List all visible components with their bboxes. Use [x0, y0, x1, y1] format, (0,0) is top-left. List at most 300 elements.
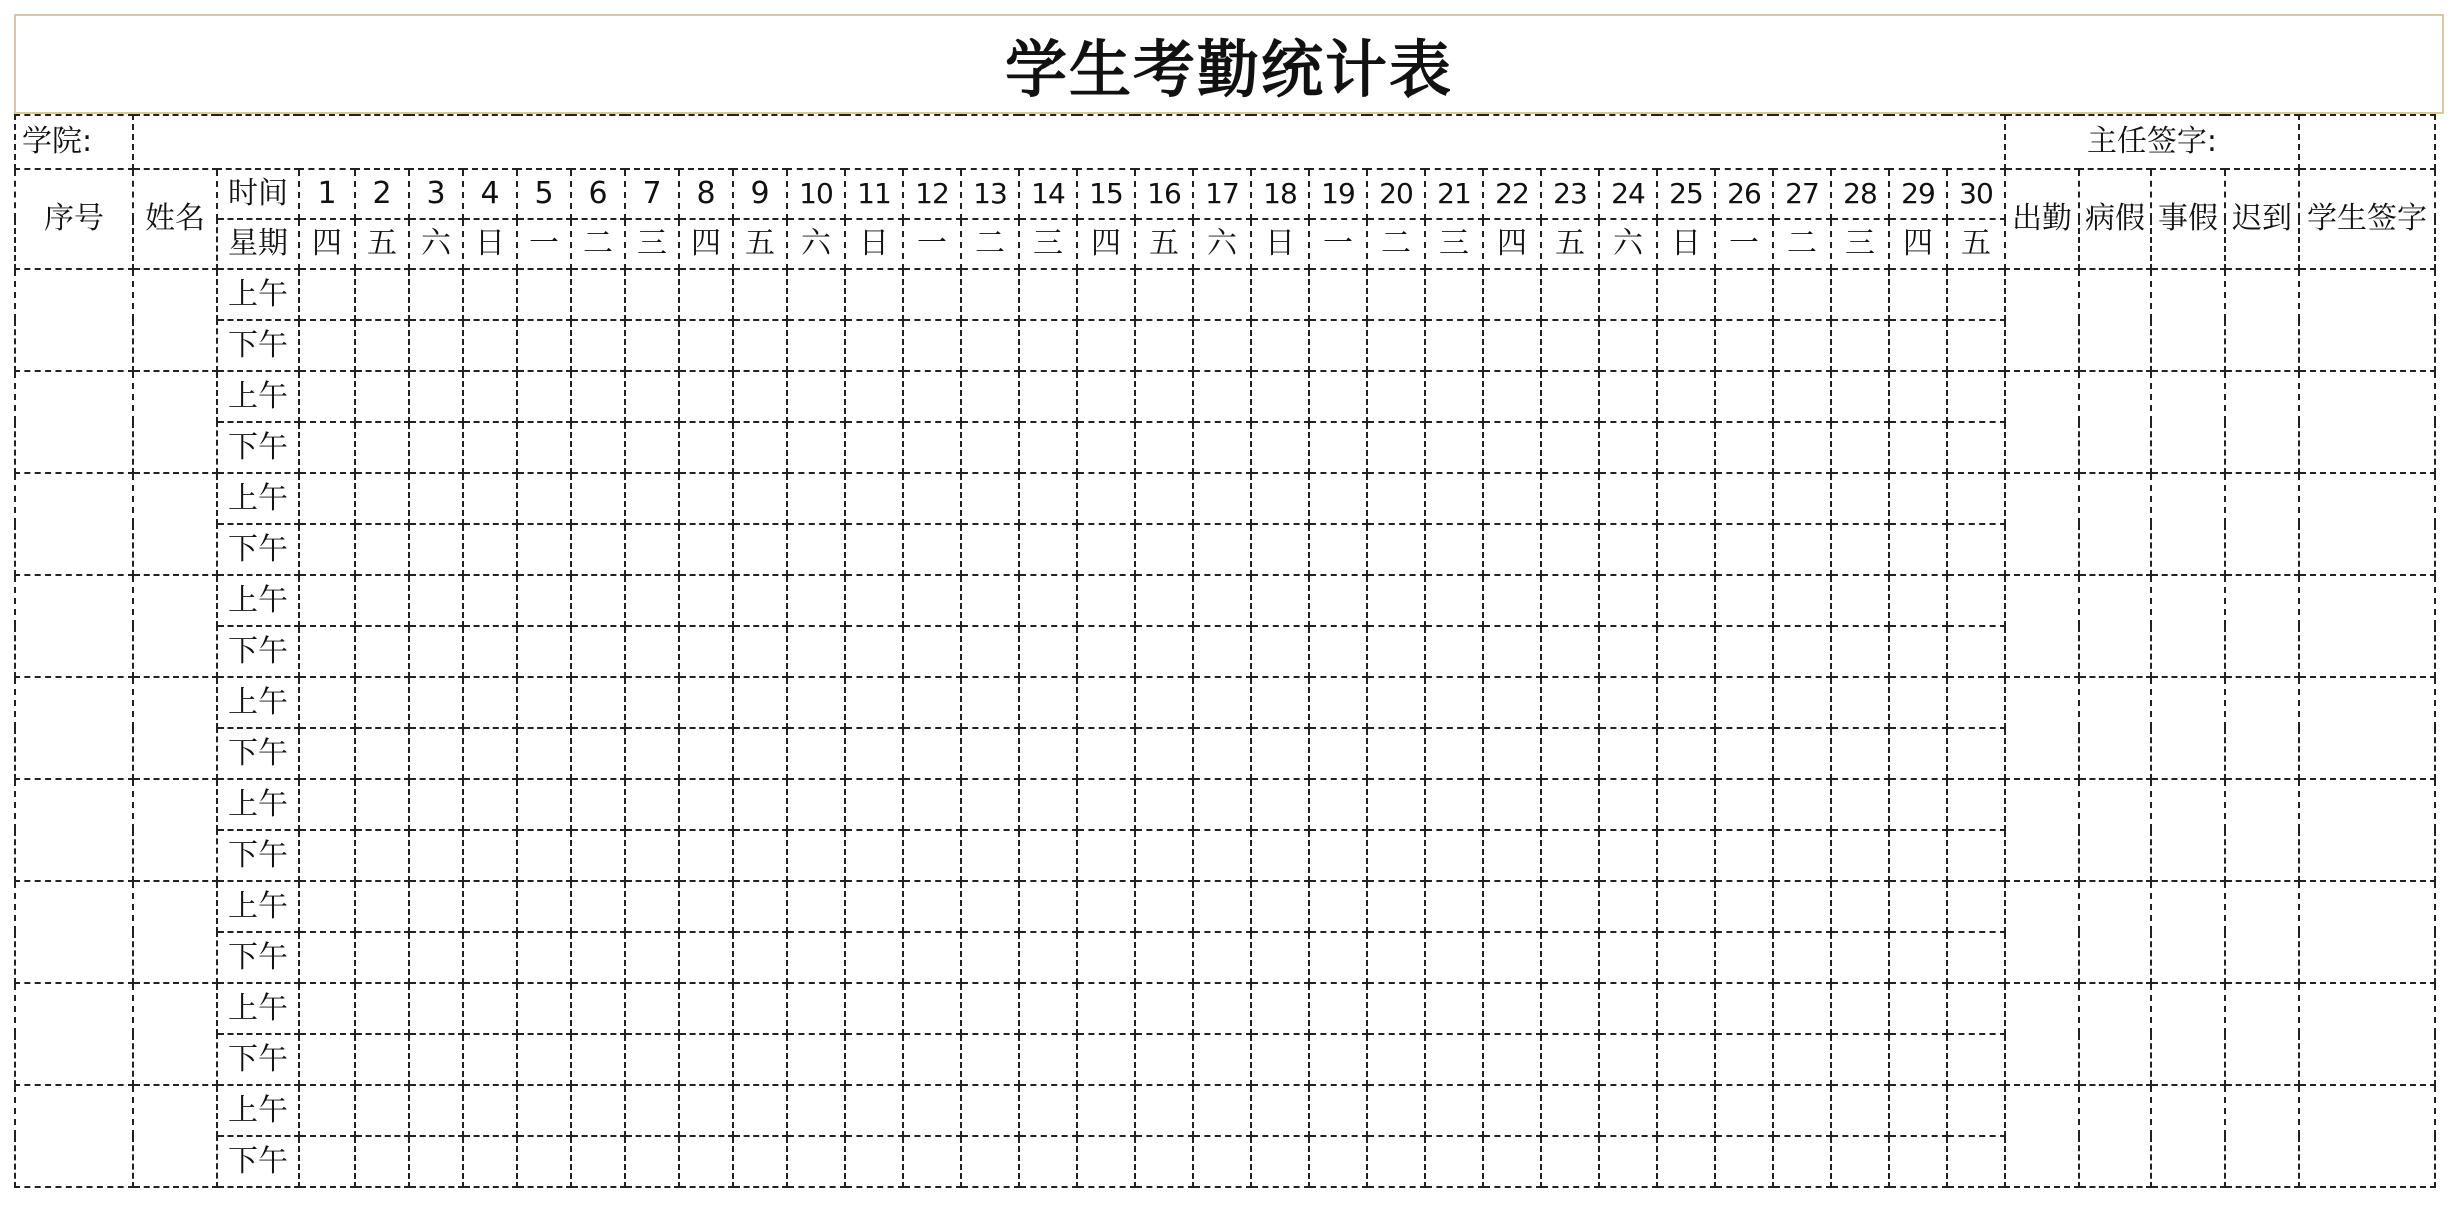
student-index-cell[interactable] [15, 677, 133, 779]
attendance-cell[interactable] [1773, 881, 1831, 932]
attendance-cell[interactable] [625, 575, 679, 626]
attendance-cell[interactable] [1019, 728, 1077, 779]
attendance-cell[interactable] [1483, 269, 1541, 320]
attendance-cell[interactable] [1193, 1085, 1251, 1136]
attendance-cell[interactable] [1831, 677, 1889, 728]
attendance-cell[interactable] [1773, 371, 1831, 422]
attendance-cell[interactable] [1251, 269, 1309, 320]
attendance-cell[interactable] [463, 269, 517, 320]
attendance-cell[interactable] [1483, 524, 1541, 575]
attendance-cell[interactable] [1889, 524, 1947, 575]
attendance-cell[interactable] [1773, 269, 1831, 320]
attendance-cell[interactable] [1193, 524, 1251, 575]
attendance-cell[interactable] [1715, 371, 1773, 422]
attendance-cell[interactable] [409, 1085, 463, 1136]
attendance-cell[interactable] [299, 422, 355, 473]
attendance-cell[interactable] [845, 575, 903, 626]
attendance-cell[interactable] [355, 626, 409, 677]
attendance-cell[interactable] [1193, 422, 1251, 473]
attendance-cell[interactable] [1889, 1034, 1947, 1085]
attendance-cell[interactable] [1947, 677, 2005, 728]
attendance-cell[interactable] [1541, 473, 1599, 524]
attendance-cell[interactable] [1135, 269, 1193, 320]
attendance-cell[interactable] [1193, 371, 1251, 422]
attendance-cell[interactable] [1715, 626, 1773, 677]
personal-leave-cell[interactable] [2151, 677, 2225, 779]
attendance-cell[interactable] [1831, 983, 1889, 1034]
attendance-cell[interactable] [1425, 575, 1483, 626]
attendance-cell[interactable] [1425, 524, 1483, 575]
attendance-cell[interactable] [961, 473, 1019, 524]
student-signature-cell[interactable] [2299, 1085, 2435, 1187]
attendance-cell[interactable] [1831, 779, 1889, 830]
attendance-cell[interactable] [1251, 830, 1309, 881]
attendance-cell[interactable] [1309, 1034, 1367, 1085]
attendance-cell[interactable] [845, 830, 903, 881]
attendance-cell[interactable] [571, 881, 625, 932]
student-name-cell[interactable] [133, 575, 217, 677]
attendance-cell[interactable] [961, 1136, 1019, 1187]
attendance-cell[interactable] [463, 524, 517, 575]
attendance-cell[interactable] [571, 830, 625, 881]
attendance-cell[interactable] [1947, 779, 2005, 830]
attendance-cell[interactable] [571, 728, 625, 779]
attendance-cell[interactable] [903, 1034, 961, 1085]
attendance-cell[interactable] [1367, 320, 1425, 371]
attendance-cell[interactable] [845, 1085, 903, 1136]
sick-leave-cell[interactable] [2079, 881, 2151, 983]
attendance-cell[interactable] [1889, 269, 1947, 320]
attendance-cell[interactable] [355, 1136, 409, 1187]
attendance-cell[interactable] [1425, 779, 1483, 830]
attendance-cell[interactable] [1599, 371, 1657, 422]
attendance-cell[interactable] [463, 626, 517, 677]
attendance-cell[interactable] [787, 1136, 845, 1187]
attendance-cell[interactable] [1251, 932, 1309, 983]
attendance-cell[interactable] [1889, 1085, 1947, 1136]
attendance-cell[interactable] [1657, 728, 1715, 779]
attendance-cell[interactable] [1541, 371, 1599, 422]
attendance-cell[interactable] [1193, 932, 1251, 983]
attendance-cell[interactable] [787, 473, 845, 524]
attendance-cell[interactable] [1367, 728, 1425, 779]
student-name-cell[interactable] [133, 1085, 217, 1187]
attendance-cell[interactable] [409, 371, 463, 422]
attendance-cell[interactable] [355, 1085, 409, 1136]
attendance-cell[interactable] [961, 320, 1019, 371]
attendance-cell[interactable] [733, 575, 787, 626]
attendance-cell[interactable] [571, 983, 625, 1034]
attend-count-cell[interactable] [2005, 575, 2079, 677]
attendance-cell[interactable] [961, 677, 1019, 728]
attendance-cell[interactable] [845, 320, 903, 371]
attendance-cell[interactable] [1367, 779, 1425, 830]
attendance-cell[interactable] [1947, 422, 2005, 473]
attendance-cell[interactable] [355, 422, 409, 473]
attendance-cell[interactable] [1599, 983, 1657, 1034]
attendance-cell[interactable] [679, 524, 733, 575]
attendance-cell[interactable] [1715, 881, 1773, 932]
attendance-cell[interactable] [409, 932, 463, 983]
attendance-cell[interactable] [517, 677, 571, 728]
attendance-cell[interactable] [1947, 473, 2005, 524]
attendance-cell[interactable] [625, 779, 679, 830]
attendance-cell[interactable] [1715, 524, 1773, 575]
attendance-cell[interactable] [1425, 881, 1483, 932]
late-count-cell[interactable] [2225, 269, 2299, 371]
attendance-cell[interactable] [1831, 371, 1889, 422]
attendance-cell[interactable] [571, 422, 625, 473]
attendance-cell[interactable] [1309, 575, 1367, 626]
attendance-cell[interactable] [1599, 677, 1657, 728]
attendance-cell[interactable] [1599, 422, 1657, 473]
late-count-cell[interactable] [2225, 983, 2299, 1085]
attendance-cell[interactable] [1193, 728, 1251, 779]
attendance-cell[interactable] [1541, 320, 1599, 371]
attendance-cell[interactable] [517, 320, 571, 371]
attendance-cell[interactable] [1715, 1085, 1773, 1136]
attendance-cell[interactable] [299, 371, 355, 422]
attendance-cell[interactable] [1947, 269, 2005, 320]
attendance-cell[interactable] [1077, 1136, 1135, 1187]
attendance-cell[interactable] [1947, 626, 2005, 677]
attendance-cell[interactable] [679, 473, 733, 524]
late-count-cell[interactable] [2225, 371, 2299, 473]
attendance-cell[interactable] [463, 983, 517, 1034]
attendance-cell[interactable] [1831, 626, 1889, 677]
attendance-cell[interactable] [1831, 269, 1889, 320]
student-index-cell[interactable] [15, 371, 133, 473]
attendance-cell[interactable] [1947, 1136, 2005, 1187]
sick-leave-cell[interactable] [2079, 371, 2151, 473]
attendance-cell[interactable] [1889, 779, 1947, 830]
attendance-cell[interactable] [571, 1034, 625, 1085]
attendance-cell[interactable] [409, 728, 463, 779]
attendance-cell[interactable] [1483, 371, 1541, 422]
student-name-cell[interactable] [133, 677, 217, 779]
attendance-cell[interactable] [787, 269, 845, 320]
attendance-cell[interactable] [1077, 1034, 1135, 1085]
attendance-cell[interactable] [1367, 830, 1425, 881]
attendance-cell[interactable] [845, 1034, 903, 1085]
attendance-cell[interactable] [961, 524, 1019, 575]
attendance-cell[interactable] [733, 1085, 787, 1136]
attendance-cell[interactable] [787, 320, 845, 371]
attendance-cell[interactable] [1077, 881, 1135, 932]
attendance-cell[interactable] [1889, 830, 1947, 881]
attendance-cell[interactable] [463, 728, 517, 779]
attendance-cell[interactable] [679, 932, 733, 983]
attendance-cell[interactable] [1019, 830, 1077, 881]
student-signature-cell[interactable] [2299, 371, 2435, 473]
attendance-cell[interactable] [355, 269, 409, 320]
attendance-cell[interactable] [679, 269, 733, 320]
student-name-cell[interactable] [133, 371, 217, 473]
attendance-cell[interactable] [571, 779, 625, 830]
attendance-cell[interactable] [733, 473, 787, 524]
attendance-cell[interactable] [845, 983, 903, 1034]
attendance-cell[interactable] [1251, 779, 1309, 830]
attendance-cell[interactable] [1715, 269, 1773, 320]
attendance-cell[interactable] [463, 1085, 517, 1136]
attendance-cell[interactable] [1773, 728, 1831, 779]
attendance-cell[interactable] [299, 1034, 355, 1085]
attendance-cell[interactable] [517, 371, 571, 422]
attendance-cell[interactable] [1831, 575, 1889, 626]
attendance-cell[interactable] [463, 932, 517, 983]
attendance-cell[interactable] [299, 320, 355, 371]
attendance-cell[interactable] [355, 371, 409, 422]
attend-count-cell[interactable] [2005, 779, 2079, 881]
attendance-cell[interactable] [1251, 524, 1309, 575]
student-signature-cell[interactable] [2299, 473, 2435, 575]
attendance-cell[interactable] [679, 830, 733, 881]
attendance-cell[interactable] [625, 677, 679, 728]
student-signature-cell[interactable] [2299, 677, 2435, 779]
attendance-cell[interactable] [625, 932, 679, 983]
attendance-cell[interactable] [1657, 983, 1715, 1034]
attendance-cell[interactable] [1309, 830, 1367, 881]
attendance-cell[interactable] [903, 1136, 961, 1187]
attendance-cell[interactable] [1715, 830, 1773, 881]
attendance-cell[interactable] [1309, 779, 1367, 830]
attendance-cell[interactable] [961, 422, 1019, 473]
attendance-cell[interactable] [1657, 575, 1715, 626]
attendance-cell[interactable] [1077, 830, 1135, 881]
attendance-cell[interactable] [1251, 626, 1309, 677]
attendance-cell[interactable] [1541, 626, 1599, 677]
attendance-cell[interactable] [1425, 473, 1483, 524]
attendance-cell[interactable] [1773, 830, 1831, 881]
attendance-cell[interactable] [961, 728, 1019, 779]
student-name-cell[interactable] [133, 779, 217, 881]
attendance-cell[interactable] [1309, 269, 1367, 320]
attendance-cell[interactable] [961, 1034, 1019, 1085]
attendance-cell[interactable] [903, 473, 961, 524]
attendance-cell[interactable] [571, 575, 625, 626]
attendance-cell[interactable] [299, 575, 355, 626]
attendance-cell[interactable] [517, 728, 571, 779]
attendance-cell[interactable] [1425, 269, 1483, 320]
attendance-cell[interactable] [903, 269, 961, 320]
attendance-cell[interactable] [1657, 1136, 1715, 1187]
attendance-cell[interactable] [625, 881, 679, 932]
attendance-cell[interactable] [625, 1034, 679, 1085]
attendance-cell[interactable] [1309, 1136, 1367, 1187]
attendance-cell[interactable] [299, 983, 355, 1034]
attendance-cell[interactable] [1135, 473, 1193, 524]
attendance-cell[interactable] [1483, 983, 1541, 1034]
attendance-cell[interactable] [1773, 1034, 1831, 1085]
sick-leave-cell[interactable] [2079, 473, 2151, 575]
attendance-cell[interactable] [903, 575, 961, 626]
attendance-cell[interactable] [1019, 269, 1077, 320]
attendance-cell[interactable] [1773, 524, 1831, 575]
attendance-cell[interactable] [463, 881, 517, 932]
attendance-cell[interactable] [1947, 932, 2005, 983]
student-signature-cell[interactable] [2299, 779, 2435, 881]
attendance-cell[interactable] [1483, 320, 1541, 371]
attendance-cell[interactable] [1773, 320, 1831, 371]
attendance-cell[interactable] [903, 881, 961, 932]
attendance-cell[interactable] [1773, 677, 1831, 728]
attendance-cell[interactable] [355, 1034, 409, 1085]
attendance-cell[interactable] [1541, 881, 1599, 932]
attendance-cell[interactable] [1773, 422, 1831, 473]
attendance-cell[interactable] [679, 881, 733, 932]
attendance-cell[interactable] [733, 881, 787, 932]
attendance-cell[interactable] [625, 473, 679, 524]
attendance-cell[interactable] [625, 626, 679, 677]
attendance-cell[interactable] [571, 524, 625, 575]
attendance-cell[interactable] [1599, 320, 1657, 371]
attendance-cell[interactable] [1483, 881, 1541, 932]
attendance-cell[interactable] [463, 830, 517, 881]
attendance-cell[interactable] [409, 830, 463, 881]
attendance-cell[interactable] [1889, 371, 1947, 422]
attendance-cell[interactable] [1483, 626, 1541, 677]
attendance-cell[interactable] [787, 422, 845, 473]
attendance-cell[interactable] [679, 320, 733, 371]
attendance-cell[interactable] [1135, 524, 1193, 575]
attendance-cell[interactable] [1831, 881, 1889, 932]
attendance-cell[interactable] [1309, 983, 1367, 1034]
attendance-cell[interactable] [1251, 575, 1309, 626]
attendance-cell[interactable] [1541, 1034, 1599, 1085]
attendance-cell[interactable] [1019, 881, 1077, 932]
attendance-cell[interactable] [1193, 830, 1251, 881]
attendance-cell[interactable] [903, 728, 961, 779]
attendance-cell[interactable] [1425, 728, 1483, 779]
attendance-cell[interactable] [1425, 371, 1483, 422]
attendance-cell[interactable] [463, 1034, 517, 1085]
attendance-cell[interactable] [299, 677, 355, 728]
attendance-cell[interactable] [1193, 1034, 1251, 1085]
attendance-cell[interactable] [845, 779, 903, 830]
attendance-cell[interactable] [1309, 320, 1367, 371]
attendance-cell[interactable] [625, 269, 679, 320]
attendance-cell[interactable] [1135, 677, 1193, 728]
attendance-cell[interactable] [517, 473, 571, 524]
attendance-cell[interactable] [1135, 830, 1193, 881]
attendance-cell[interactable] [1715, 779, 1773, 830]
attendance-cell[interactable] [1947, 1085, 2005, 1136]
late-count-cell[interactable] [2225, 779, 2299, 881]
attendance-cell[interactable] [1889, 932, 1947, 983]
attendance-cell[interactable] [1773, 473, 1831, 524]
attendance-cell[interactable] [1599, 1136, 1657, 1187]
attendance-cell[interactable] [679, 422, 733, 473]
attendance-cell[interactable] [1135, 881, 1193, 932]
attendance-cell[interactable] [1483, 1034, 1541, 1085]
attendance-cell[interactable] [787, 575, 845, 626]
attendance-cell[interactable] [1193, 677, 1251, 728]
attendance-cell[interactable] [903, 1085, 961, 1136]
attendance-cell[interactable] [1947, 371, 2005, 422]
attendance-cell[interactable] [409, 1034, 463, 1085]
attendance-cell[interactable] [625, 983, 679, 1034]
student-name-cell[interactable] [133, 269, 217, 371]
attendance-cell[interactable] [463, 371, 517, 422]
attendance-cell[interactable] [1773, 1136, 1831, 1187]
attendance-cell[interactable] [679, 677, 733, 728]
attendance-cell[interactable] [787, 677, 845, 728]
attendance-cell[interactable] [733, 269, 787, 320]
attendance-cell[interactable] [1483, 1085, 1541, 1136]
attendance-cell[interactable] [1135, 1136, 1193, 1187]
attendance-cell[interactable] [355, 932, 409, 983]
attendance-cell[interactable] [1599, 830, 1657, 881]
attendance-cell[interactable] [1599, 473, 1657, 524]
attendance-cell[interactable] [1947, 728, 2005, 779]
student-signature-cell[interactable] [2299, 575, 2435, 677]
attendance-cell[interactable] [903, 626, 961, 677]
attendance-cell[interactable] [299, 1085, 355, 1136]
attendance-cell[interactable] [679, 626, 733, 677]
attendance-cell[interactable] [1657, 422, 1715, 473]
attend-count-cell[interactable] [2005, 1085, 2079, 1187]
attendance-cell[interactable] [903, 932, 961, 983]
attendance-cell[interactable] [961, 881, 1019, 932]
attendance-cell[interactable] [1019, 1085, 1077, 1136]
attendance-cell[interactable] [1367, 983, 1425, 1034]
attendance-cell[interactable] [1541, 728, 1599, 779]
attendance-cell[interactable] [571, 1136, 625, 1187]
attendance-cell[interactable] [1541, 575, 1599, 626]
attendance-cell[interactable] [733, 422, 787, 473]
attendance-cell[interactable] [1251, 1085, 1309, 1136]
attendance-cell[interactable] [1367, 1085, 1425, 1136]
attendance-cell[interactable] [1309, 473, 1367, 524]
attendance-cell[interactable] [903, 779, 961, 830]
sick-leave-cell[interactable] [2079, 269, 2151, 371]
attendance-cell[interactable] [679, 371, 733, 422]
attendance-cell[interactable] [1831, 728, 1889, 779]
attendance-cell[interactable] [1889, 881, 1947, 932]
attendance-cell[interactable] [733, 932, 787, 983]
attendance-cell[interactable] [1483, 677, 1541, 728]
attendance-cell[interactable] [1309, 677, 1367, 728]
attendance-cell[interactable] [1425, 983, 1483, 1034]
attendance-cell[interactable] [679, 983, 733, 1034]
attendance-cell[interactable] [1135, 371, 1193, 422]
attendance-cell[interactable] [299, 932, 355, 983]
attendance-cell[interactable] [903, 320, 961, 371]
late-count-cell[interactable] [2225, 677, 2299, 779]
attendance-cell[interactable] [463, 575, 517, 626]
attendance-cell[interactable] [355, 524, 409, 575]
attendance-cell[interactable] [1309, 881, 1367, 932]
attendance-cell[interactable] [1541, 830, 1599, 881]
attendance-cell[interactable] [1193, 1136, 1251, 1187]
attendance-cell[interactable] [1947, 1034, 2005, 1085]
attendance-cell[interactable] [679, 1085, 733, 1136]
attendance-cell[interactable] [961, 830, 1019, 881]
student-index-cell[interactable] [15, 779, 133, 881]
attendance-cell[interactable] [961, 779, 1019, 830]
attendance-cell[interactable] [1135, 1034, 1193, 1085]
attendance-cell[interactable] [1425, 1085, 1483, 1136]
student-name-cell[interactable] [133, 473, 217, 575]
attendance-cell[interactable] [845, 269, 903, 320]
attendance-cell[interactable] [1367, 1034, 1425, 1085]
attendance-cell[interactable] [1077, 728, 1135, 779]
student-name-cell[interactable] [133, 983, 217, 1085]
attendance-cell[interactable] [1715, 320, 1773, 371]
attendance-cell[interactable] [903, 677, 961, 728]
attendance-cell[interactable] [1251, 422, 1309, 473]
attendance-cell[interactable] [1889, 1136, 1947, 1187]
